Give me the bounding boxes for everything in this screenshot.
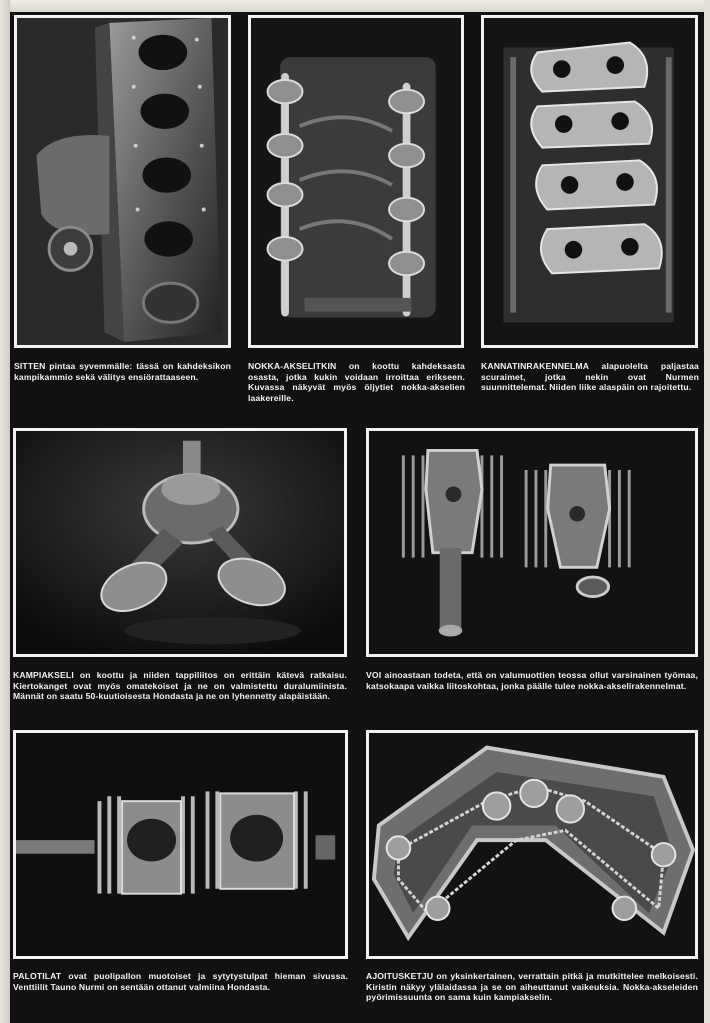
- photo-combustion-chambers: [13, 730, 348, 959]
- photo-crankcase: [14, 15, 231, 348]
- caption-crankshaft: KAMPIAKSELI on koottu ja niiden tappiliitos on erittäin kätevä ratkaisu. Kiertokanget ovat myös omatekoiset ja ne on valmistettu duralumiinista. Männät on saatu 50-kuutioisesta Hondasta ja ne on lyhennetty alapäistään.: [13, 670, 347, 702]
- caption-camshafts: NOKKA-AKSELITKIN on koottu kahdeksasta osasta, jotka kukin voidaan irroittaa erikseen. Kuvassa näkyvät myös öljytiet nokka-akselien laakereille.: [248, 361, 465, 403]
- paper-edge: [0, 0, 710, 12]
- caption-head-castings: VOI ainoastaan todeta, että on valumuottien teossa ollut varsinainen työmaa, katsokaapa vaikka liitoskohtaa, jonka päälle tulee nokka-akselirakennelmat.: [366, 670, 698, 691]
- paper-edge: [0, 0, 10, 1023]
- caption-timing-chain: AJOITUSKETJU on yksinkertainen, verrattain pitkä ja mutkittelee melkoisesti. Kiristin näkyy ylälaidassa ja se on aiheuttanut vaikeuksia. Nokka-akseleiden pyörimissuunta on sama kuin kampiakselin.: [366, 971, 698, 1003]
- caption-cam-holders: KANNATINRAKENNELMA alapuolelta paljastaa scuraimet, jotka nekin ovat Nurmen suunnittelemat. Niiden liike alaspäin on rajoitettu.: [481, 361, 699, 393]
- photo-timing-chain: [366, 730, 698, 959]
- caption-combustion-chambers: PALOTILAT ovat puolipallon muotoiset ja sytytystulpat hieman sivussa. Venttiilit Tauno Nurmi on sentään ottanut valmiina Hondasta.: [13, 971, 348, 992]
- photo-head-castings: [366, 428, 698, 657]
- photo-cam-holders: [481, 15, 698, 348]
- caption-crankcase: SITTEN pintaa syvemmälle: tässä on kahdeksikon kampikammio sekä välitys ensiörattaaseen.: [14, 361, 231, 382]
- paper-edge: [704, 0, 710, 1023]
- photo-camshafts: [248, 15, 464, 348]
- photo-crankshaft: [13, 428, 347, 657]
